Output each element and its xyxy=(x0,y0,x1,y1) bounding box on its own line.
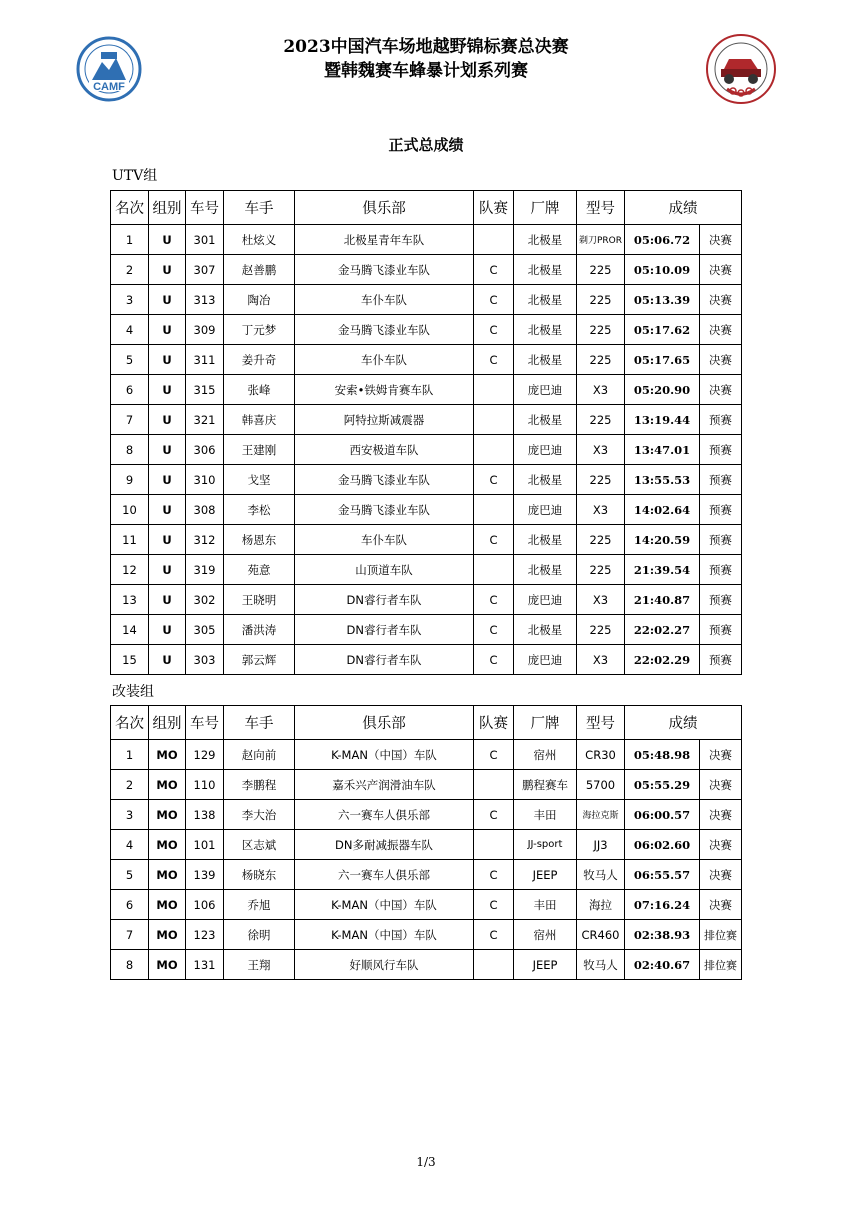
model-cell: 225 xyxy=(577,315,625,345)
make-cell: 北极星 xyxy=(514,315,577,345)
header-model: 型号 xyxy=(577,706,625,740)
driver-cell: 潘洪涛 xyxy=(224,615,295,645)
time-cell: 05:06.72 xyxy=(625,225,700,255)
stage-cell: 决赛 xyxy=(700,315,742,345)
club-cell: 金马腾飞漆业车队 xyxy=(295,255,474,285)
driver-cell: 区志斌 xyxy=(224,830,295,860)
make-cell: JEEP xyxy=(514,950,577,980)
stage-cell: 决赛 xyxy=(700,285,742,315)
car-number-cell: 309 xyxy=(186,315,224,345)
model-cell: 225 xyxy=(577,345,625,375)
club-cell: DN睿行者车队 xyxy=(295,615,474,645)
header-team: 队赛 xyxy=(474,706,514,740)
make-cell: 庞巴迪 xyxy=(514,585,577,615)
make-cell: JJ-sport xyxy=(514,830,577,860)
time-cell: 05:17.62 xyxy=(625,315,700,345)
group-cell: MO xyxy=(149,950,186,980)
driver-cell: 赵向前 xyxy=(224,740,295,770)
group-cell: U xyxy=(149,555,186,585)
group-cell: U xyxy=(149,525,186,555)
table-row xyxy=(111,770,742,800)
car-number-cell: 310 xyxy=(186,465,224,495)
rank-cell: 9 xyxy=(111,465,149,495)
club-cell: 嘉禾兴产润滑油车队 xyxy=(295,770,474,800)
driver-cell: 戈坚 xyxy=(224,465,295,495)
make-cell: 宿州 xyxy=(514,920,577,950)
header-rank: 名次 xyxy=(111,191,149,225)
page-number: 1/3 xyxy=(416,1155,436,1169)
car-number-cell: 301 xyxy=(186,225,224,255)
rank-cell: 3 xyxy=(111,285,149,315)
make-cell: 庞巴迪 xyxy=(514,645,577,675)
make-cell: 宿州 xyxy=(514,740,577,770)
stage-cell: 决赛 xyxy=(700,800,742,830)
time-cell: 02:38.93 xyxy=(625,920,700,950)
model-cell: CR30 xyxy=(577,740,625,770)
car-number-cell: 305 xyxy=(186,615,224,645)
modified-group-label: 改装组 xyxy=(112,684,154,700)
rank-cell: 6 xyxy=(111,375,149,405)
table-row xyxy=(111,525,742,555)
stage-cell: 决赛 xyxy=(700,345,742,375)
table-header-row xyxy=(111,706,742,740)
driver-cell: 杜炫义 xyxy=(224,225,295,255)
team-cell xyxy=(474,555,514,585)
header-make: 厂牌 xyxy=(514,191,577,225)
header-team: 队赛 xyxy=(474,191,514,225)
club-cell: DN睿行者车队 xyxy=(295,645,474,675)
header-group: 组别 xyxy=(149,191,186,225)
group-cell: U xyxy=(149,375,186,405)
time-cell: 06:00.57 xyxy=(625,800,700,830)
group-cell: U xyxy=(149,255,186,285)
group-cell: U xyxy=(149,465,186,495)
stage-cell: 决赛 xyxy=(700,830,742,860)
model-cell: 225 xyxy=(577,525,625,555)
rank-cell: 6 xyxy=(111,890,149,920)
car-number-cell: 138 xyxy=(186,800,224,830)
stage-cell: 决赛 xyxy=(700,740,742,770)
club-cell: 金马腾飞漆业车队 xyxy=(295,465,474,495)
club-cell: DN睿行者车队 xyxy=(295,585,474,615)
club-cell: K-MAN（中国）车队 xyxy=(295,920,474,950)
table-row xyxy=(111,950,742,980)
make-cell: 北极星 xyxy=(514,345,577,375)
time-cell: 13:47.01 xyxy=(625,435,700,465)
club-cell: 阿特拉斯减震器 xyxy=(295,405,474,435)
car-number-cell: 123 xyxy=(186,920,224,950)
club-cell: 六一赛车人俱乐部 xyxy=(295,860,474,890)
group-cell: MO xyxy=(149,920,186,950)
header-result: 成绩 xyxy=(625,191,742,225)
stage-cell: 决赛 xyxy=(700,890,742,920)
table-row xyxy=(111,920,742,950)
stage-cell: 决赛 xyxy=(700,860,742,890)
model-cell: X3 xyxy=(577,585,625,615)
model-cell: X3 xyxy=(577,495,625,525)
make-cell: 北极星 xyxy=(514,555,577,585)
driver-cell: 乔旭 xyxy=(224,890,295,920)
group-cell: MO xyxy=(149,740,186,770)
model-cell: 海拉 xyxy=(577,890,625,920)
club-cell: 车仆车队 xyxy=(295,345,474,375)
team-cell xyxy=(474,435,514,465)
document-title-line2: 暨韩魏赛车蜂暴计划系列赛 xyxy=(324,61,528,81)
time-cell: 22:02.29 xyxy=(625,645,700,675)
time-cell: 05:17.65 xyxy=(625,345,700,375)
time-cell: 13:55.53 xyxy=(625,465,700,495)
table-row xyxy=(111,435,742,465)
team-cell xyxy=(474,375,514,405)
make-cell: 北极星 xyxy=(514,405,577,435)
group-cell: U xyxy=(149,645,186,675)
model-cell: 牧马人 xyxy=(577,950,625,980)
make-cell: 北极星 xyxy=(514,255,577,285)
make-cell: 丰田 xyxy=(514,800,577,830)
driver-cell: 王建刚 xyxy=(224,435,295,465)
team-cell: C xyxy=(474,740,514,770)
team-cell: C xyxy=(474,465,514,495)
stage-cell: 预赛 xyxy=(700,645,742,675)
table-row xyxy=(111,555,742,585)
group-cell: MO xyxy=(149,890,186,920)
club-cell: 安索•铁姆肯赛车队 xyxy=(295,375,474,405)
rank-cell: 8 xyxy=(111,435,149,465)
header-car-number: 车号 xyxy=(186,191,224,225)
model-cell: 225 xyxy=(577,465,625,495)
table-row xyxy=(111,890,742,920)
stage-cell: 预赛 xyxy=(700,435,742,465)
time-cell: 07:16.24 xyxy=(625,890,700,920)
car-number-cell: 321 xyxy=(186,405,224,435)
driver-cell: 赵善鹏 xyxy=(224,255,295,285)
rank-cell: 1 xyxy=(111,740,149,770)
table-row xyxy=(111,405,742,435)
model-cell: 牧马人 xyxy=(577,860,625,890)
table-row xyxy=(111,345,742,375)
header-club: 俱乐部 xyxy=(295,706,474,740)
header-result: 成绩 xyxy=(625,706,742,740)
driver-cell: 李松 xyxy=(224,495,295,525)
car-number-cell: 307 xyxy=(186,255,224,285)
rank-cell: 7 xyxy=(111,405,149,435)
driver-cell: 郭云辉 xyxy=(224,645,295,675)
make-cell: 北极星 xyxy=(514,285,577,315)
club-cell: 西安极道车队 xyxy=(295,435,474,465)
time-cell: 21:39.54 xyxy=(625,555,700,585)
group-cell: U xyxy=(149,315,186,345)
team-cell xyxy=(474,950,514,980)
driver-cell: 姜升奇 xyxy=(224,345,295,375)
group-cell: U xyxy=(149,225,186,255)
stage-cell: 预赛 xyxy=(700,615,742,645)
header-rank: 名次 xyxy=(111,706,149,740)
club-cell: K-MAN（中国）车队 xyxy=(295,740,474,770)
stage-cell: 预赛 xyxy=(700,525,742,555)
table-row xyxy=(111,860,742,890)
rank-cell: 14 xyxy=(111,615,149,645)
club-cell: 金马腾飞漆业车队 xyxy=(295,315,474,345)
team-cell: C xyxy=(474,890,514,920)
team-cell: C xyxy=(474,860,514,890)
driver-cell: 杨晓东 xyxy=(224,860,295,890)
team-cell: C xyxy=(474,920,514,950)
team-cell xyxy=(474,225,514,255)
club-cell: 山顶道车队 xyxy=(295,555,474,585)
group-cell: MO xyxy=(149,830,186,860)
model-cell: 225 xyxy=(577,555,625,585)
stage-cell: 决赛 xyxy=(700,255,742,285)
make-cell: 鹏程赛车 xyxy=(514,770,577,800)
rank-cell: 5 xyxy=(111,345,149,375)
team-cell: C xyxy=(474,800,514,830)
model-cell: 225 xyxy=(577,285,625,315)
car-number-cell: 139 xyxy=(186,860,224,890)
team-cell: C xyxy=(474,525,514,555)
table-header-row xyxy=(111,191,742,225)
header-model: 型号 xyxy=(577,191,625,225)
driver-cell: 丁元梦 xyxy=(224,315,295,345)
model-cell: X3 xyxy=(577,435,625,465)
time-cell: 05:10.09 xyxy=(625,255,700,285)
club-cell: 车仆车队 xyxy=(295,285,474,315)
stage-cell: 预赛 xyxy=(700,555,742,585)
club-cell: DN多耐减振器车队 xyxy=(295,830,474,860)
time-cell: 05:48.98 xyxy=(625,740,700,770)
svg-text:CAMF: CAMF xyxy=(93,81,125,93)
results-subtitle: 正式总成绩 xyxy=(388,136,464,154)
header-driver: 车手 xyxy=(224,706,295,740)
table-row xyxy=(111,585,742,615)
driver-cell: 李鹏程 xyxy=(224,770,295,800)
model-cell: 海拉克斯 xyxy=(577,800,625,830)
model-cell: JJ3 xyxy=(577,830,625,860)
table-row xyxy=(111,285,742,315)
car-number-cell: 131 xyxy=(186,950,224,980)
driver-cell: 杨恩东 xyxy=(224,525,295,555)
header-club: 俱乐部 xyxy=(295,191,474,225)
car-number-cell: 303 xyxy=(186,645,224,675)
rank-cell: 2 xyxy=(111,255,149,285)
team-cell: C xyxy=(474,645,514,675)
group-cell: MO xyxy=(149,800,186,830)
time-cell: 06:02.60 xyxy=(625,830,700,860)
stage-cell: 预赛 xyxy=(700,495,742,525)
group-cell: U xyxy=(149,285,186,315)
stage-cell: 预赛 xyxy=(700,465,742,495)
stage-cell: 决赛 xyxy=(700,225,742,255)
table-row xyxy=(111,830,742,860)
car-number-cell: 110 xyxy=(186,770,224,800)
model-cell: 225 xyxy=(577,615,625,645)
rank-cell: 1 xyxy=(111,225,149,255)
rank-cell: 11 xyxy=(111,525,149,555)
table-row xyxy=(111,315,742,345)
car-number-cell: 308 xyxy=(186,495,224,525)
team-cell xyxy=(474,830,514,860)
rank-cell: 12 xyxy=(111,555,149,585)
driver-cell: 陶冶 xyxy=(224,285,295,315)
car-number-cell: 129 xyxy=(186,740,224,770)
stage-cell: 排位赛 xyxy=(700,920,742,950)
rank-cell: 4 xyxy=(111,830,149,860)
header-driver: 车手 xyxy=(224,191,295,225)
team-cell xyxy=(474,495,514,525)
rank-cell: 10 xyxy=(111,495,149,525)
team-cell: C xyxy=(474,315,514,345)
make-cell: 丰田 xyxy=(514,890,577,920)
make-cell: 庞巴迪 xyxy=(514,495,577,525)
driver-cell: 李大治 xyxy=(224,800,295,830)
team-cell xyxy=(474,770,514,800)
table-row xyxy=(111,800,742,830)
table-row xyxy=(111,255,742,285)
header-car-number: 车号 xyxy=(186,706,224,740)
make-cell: 北极星 xyxy=(514,525,577,555)
team-cell: C xyxy=(474,585,514,615)
stage-cell: 决赛 xyxy=(700,770,742,800)
team-cell: C xyxy=(474,285,514,315)
time-cell: 05:20.90 xyxy=(625,375,700,405)
group-cell: U xyxy=(149,405,186,435)
make-cell: 北极星 xyxy=(514,225,577,255)
model-cell: CR460 xyxy=(577,920,625,950)
stage-cell: 排位赛 xyxy=(700,950,742,980)
utv-results-table xyxy=(110,190,742,675)
group-cell: U xyxy=(149,615,186,645)
team-cell xyxy=(474,405,514,435)
car-number-cell: 319 xyxy=(186,555,224,585)
car-number-cell: 312 xyxy=(186,525,224,555)
driver-cell: 张峰 xyxy=(224,375,295,405)
make-cell: 北极星 xyxy=(514,615,577,645)
make-cell: 庞巴迪 xyxy=(514,435,577,465)
driver-cell: 王翔 xyxy=(224,950,295,980)
time-cell: 13:19.44 xyxy=(625,405,700,435)
rank-cell: 13 xyxy=(111,585,149,615)
club-cell: 车仆车队 xyxy=(295,525,474,555)
driver-cell: 徐明 xyxy=(224,920,295,950)
utv-group-label: UTV组 xyxy=(112,168,158,184)
time-cell: 21:40.87 xyxy=(625,585,700,615)
team-cell: C xyxy=(474,255,514,285)
time-cell: 14:20.59 xyxy=(625,525,700,555)
club-cell: 北极星青年车队 xyxy=(295,225,474,255)
club-cell: 好顺风行车队 xyxy=(295,950,474,980)
header-make: 厂牌 xyxy=(514,706,577,740)
modified-results-table xyxy=(110,705,742,980)
car-number-cell: 101 xyxy=(186,830,224,860)
team-cell: C xyxy=(474,345,514,375)
table-row xyxy=(111,225,742,255)
table-row xyxy=(111,465,742,495)
rank-cell: 7 xyxy=(111,920,149,950)
car-number-cell: 311 xyxy=(186,345,224,375)
time-cell: 22:02.27 xyxy=(625,615,700,645)
rank-cell: 2 xyxy=(111,770,149,800)
table-row xyxy=(111,740,742,770)
document-title-line1: 2023中国汽车场地越野锦标赛总决赛 xyxy=(283,37,569,57)
stage-cell: 预赛 xyxy=(700,405,742,435)
time-cell: 14:02.64 xyxy=(625,495,700,525)
model-cell: 225 xyxy=(577,255,625,285)
header-group: 组别 xyxy=(149,706,186,740)
table-row xyxy=(111,645,742,675)
group-cell: U xyxy=(149,435,186,465)
table-row xyxy=(111,495,742,525)
car-number-cell: 313 xyxy=(186,285,224,315)
driver-cell: 王晓明 xyxy=(224,585,295,615)
model-cell: 5700 xyxy=(577,770,625,800)
time-cell: 05:55.29 xyxy=(625,770,700,800)
car-number-cell: 106 xyxy=(186,890,224,920)
stage-cell: 决赛 xyxy=(700,375,742,405)
club-cell: K-MAN（中国）车队 xyxy=(295,890,474,920)
make-cell: JEEP xyxy=(514,860,577,890)
team-cell: C xyxy=(474,615,514,645)
car-number-cell: 306 xyxy=(186,435,224,465)
driver-cell: 韩喜庆 xyxy=(224,405,295,435)
driver-cell: 苑意 xyxy=(224,555,295,585)
model-cell: X3 xyxy=(577,645,625,675)
time-cell: 02:40.67 xyxy=(625,950,700,980)
time-cell: 05:13.39 xyxy=(625,285,700,315)
table-row xyxy=(111,375,742,405)
club-cell: 金马腾飞漆业车队 xyxy=(295,495,474,525)
group-cell: U xyxy=(149,495,186,525)
club-cell: 六一赛车人俱乐部 xyxy=(295,800,474,830)
model-cell: X3 xyxy=(577,375,625,405)
rank-cell: 8 xyxy=(111,950,149,980)
rank-cell: 3 xyxy=(111,800,149,830)
group-cell: U xyxy=(149,345,186,375)
stage-cell: 预赛 xyxy=(700,585,742,615)
table-row xyxy=(111,615,742,645)
rank-cell: 4 xyxy=(111,315,149,345)
model-cell: 剃刀PROR xyxy=(577,225,625,255)
car-number-cell: 315 xyxy=(186,375,224,405)
car-number-cell: 302 xyxy=(186,585,224,615)
time-cell: 06:55.57 xyxy=(625,860,700,890)
group-cell: U xyxy=(149,585,186,615)
make-cell: 庞巴迪 xyxy=(514,375,577,405)
rank-cell: 5 xyxy=(111,860,149,890)
model-cell: 225 xyxy=(577,405,625,435)
group-cell: MO xyxy=(149,860,186,890)
rank-cell: 15 xyxy=(111,645,149,675)
make-cell: 北极星 xyxy=(514,465,577,495)
group-cell: MO xyxy=(149,770,186,800)
